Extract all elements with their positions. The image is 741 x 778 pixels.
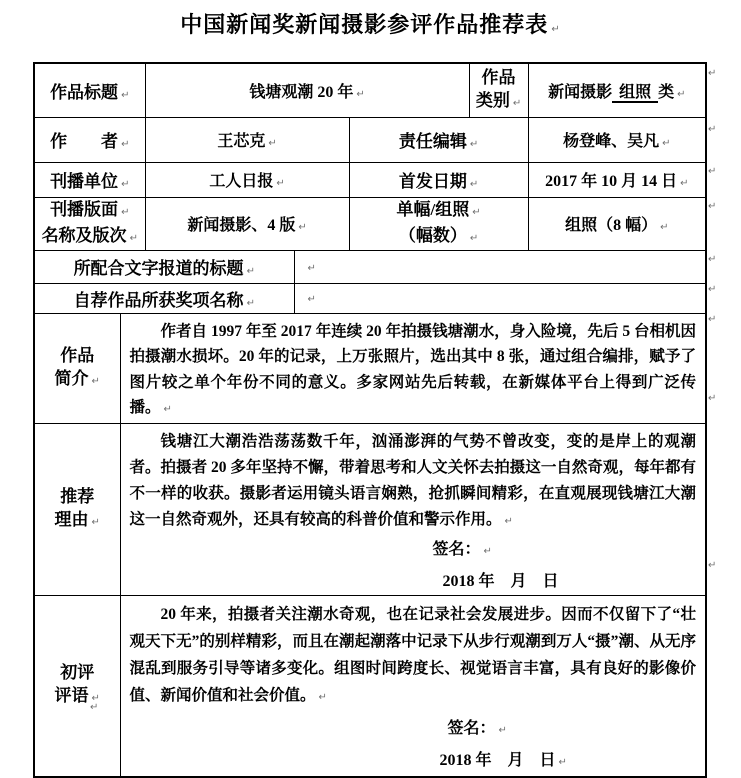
work-title-label-cell [34, 63, 145, 117]
review-label-line2: 评语 [54, 686, 89, 705]
review-date-line [440, 748, 697, 776]
paragraph-mark: ↵ [121, 139, 130, 150]
page-name-value-cell [145, 197, 349, 250]
paragraph-mark: ↵ [708, 166, 717, 177]
paragraph-mark: ↵ [246, 266, 255, 277]
paragraph-mark: ↵ [307, 262, 316, 274]
paragraph-mark: ↵ [708, 68, 717, 79]
paragraph-mark: ↵ [121, 206, 130, 218]
review-signature-line [448, 716, 697, 744]
page-name-label-line1: 刊播版面 [50, 199, 119, 219]
review-text-cell [120, 595, 706, 777]
format-value: 组照（8 幅） [565, 217, 658, 234]
intro-label-cell [34, 313, 120, 423]
editor-value: 杨登峰、吴凡 [563, 133, 660, 150]
paragraph-mark: ↵ [708, 124, 717, 135]
first-pub-date-value: 2017 年 10 月 14 日 [545, 173, 678, 190]
author-value-cell [145, 117, 349, 162]
category-label-line2: 类别 [475, 90, 510, 110]
page-name-label-line2: 名称及版次 [41, 225, 127, 245]
page-title [0, 8, 741, 39]
page-name-label-cell [34, 197, 145, 250]
editor-label-cell [349, 117, 528, 162]
paragraph-mark: ↵ [91, 375, 100, 387]
format-label-line2: （幅数） [398, 225, 467, 245]
paragraph-mark: ↵ [268, 138, 277, 149]
recommend-signature-line [433, 537, 697, 565]
paragraph-mark: ↵ [680, 178, 689, 189]
work-title-value-cell [145, 63, 469, 117]
paragraph-mark: ↵ [298, 222, 307, 233]
paragraph-mark: ↵ [472, 206, 481, 218]
paragraph-mark: ↵ [469, 232, 479, 244]
recommend-label-line1: 推荐 [60, 486, 95, 506]
intro-label-line1: 作品 [60, 345, 95, 365]
author-value: 王芯克 [217, 133, 266, 150]
paragraph-mark: ↵ [708, 201, 717, 212]
recommend-date: 2018 年 月 日 [442, 572, 559, 590]
recommend-label-cell [34, 423, 120, 595]
first-pub-date-label: 首发日期 [398, 172, 467, 191]
recommend-date-line [443, 569, 697, 595]
category-prefix: 新闻摄影 [548, 83, 613, 101]
format-label-cell [349, 197, 528, 250]
category-value-cell [528, 63, 706, 117]
work-title-value: 钱塘观潮 20 年 [249, 83, 354, 101]
author-label-cell [34, 117, 145, 162]
paragraph-mark: ↵ [660, 222, 669, 233]
first-pub-date-value-cell [528, 162, 706, 197]
recommendation-form-table [33, 62, 707, 778]
paragraph-mark: ↵ [163, 404, 172, 415]
review-signature-label: 签名： [447, 719, 496, 737]
paragraph-mark: ↵ [708, 560, 717, 571]
editor-value-cell [528, 117, 706, 162]
category-underlined-value [612, 84, 658, 103]
page-name-value: 新闻摄影、4 版 [187, 217, 296, 234]
recommend-text-cell [120, 423, 706, 595]
publisher-label-cell [34, 162, 145, 197]
category-suffix: 类 [658, 83, 675, 101]
paragraph-mark: ↵ [469, 139, 479, 150]
publisher-value: 工人日报 [209, 173, 274, 190]
review-label-line1: 初评 [60, 663, 95, 682]
work-title-label: 作品标题 [50, 82, 119, 102]
paragraph-mark: ↵ [121, 179, 130, 190]
recommend-signature-label: 签名： [432, 540, 481, 558]
format-value-cell [528, 197, 706, 250]
text-report-label-cell [34, 250, 294, 283]
paragraph-mark: ↵ [512, 97, 522, 109]
intro-text: 作者自 1997 年至 2017 年连续 20 年拍摄钱塘潮水，身入险境，先后 5 台相机因拍摄潮水损坏。20 年的记录，上万张照片，选出其中 8 张，通过组合编排，赋予了图片较之单个年份不同的意义。多家网站先后转载，在新媒体平台上得到广泛传播。 [129, 322, 697, 416]
intro-text-cell [120, 313, 706, 423]
category-label-line1: 作品 [481, 67, 516, 87]
award-label-cell [34, 283, 294, 313]
recommend-text: 钱塘江大潮浩浩荡荡数千年，汹涌澎湃的气势不曾改变，变的是岸上的观潮者。拍摄者 20 多年坚持不懈，带着思考和人文关怀去拍摄这一自然奇观，每年都有不一样的收获。摄影者运用镜头语言娴熟，抢抓瞬间精彩，在直观展现钱塘江大潮这一自然奇观外，还具有较高的科普价值和警示作用。 [129, 432, 697, 528]
editor-label: 责任编辑 [398, 132, 467, 151]
paragraph-mark: ↵ [504, 515, 513, 527]
paragraph-mark: ↵ [91, 693, 100, 704]
award-label: 自荐作品所获奖项名称 [73, 290, 244, 310]
paragraph-mark: ↵ [551, 24, 561, 35]
publisher-label: 刊播单位 [50, 172, 119, 191]
category-underlined-text: 组照 [619, 83, 652, 101]
paragraph-mark: ↵ [677, 88, 686, 100]
award-value-cell [294, 283, 706, 313]
paragraph-mark: ↵ [246, 297, 255, 309]
paragraph-mark: ↵ [708, 314, 717, 325]
paragraph-mark: ↵ [91, 516, 100, 528]
paragraph-mark: ↵ [121, 89, 130, 101]
review-label-cell [34, 595, 120, 777]
paragraph-mark: ↵ [469, 179, 479, 190]
paragraph-mark: ↵ [662, 138, 671, 149]
first-pub-date-label-cell [349, 162, 528, 197]
paragraph-mark: ↵ [708, 284, 717, 295]
text-report-value-cell [294, 250, 706, 283]
paragraph-mark: ↵ [483, 545, 492, 557]
paragraph-mark: ↵ [307, 294, 316, 305]
review-text: 20 年来，拍摄者关注潮水奇观，也在记录社会发展进步。因而不仅留下了“壮观天下无”的别样精彩，而且在潮起潮落中记录下从步行观潮到万人“摄”潮、从无序混乱到服务引导等诸多变化。组图时间跨度长、视觉语言丰富，具有良好的影像价值、新闻价值和社会价值。 [129, 605, 697, 704]
paragraph-mark: ↵ [318, 691, 327, 703]
category-label-cell [469, 63, 528, 117]
format-label-line1: 单幅/组照 [396, 199, 470, 219]
paragraph-mark: ↵ [90, 702, 99, 713]
paragraph-mark: ↵ [708, 254, 717, 265]
recommend-label-line2: 理由 [54, 509, 89, 529]
review-date: 2018 年 月 日 [439, 751, 556, 769]
paragraph-mark: ↵ [356, 88, 365, 100]
author-label: 作 者 [50, 132, 119, 151]
paragraph-mark: ↵ [498, 724, 507, 736]
paragraph-mark: ↵ [129, 232, 138, 244]
intro-label-line2: 简介 [54, 368, 89, 388]
paragraph-mark: ↵ [276, 178, 285, 189]
paragraph-mark: ↵ [558, 756, 567, 768]
text-report-label: 所配合文字报道的标题 [73, 259, 244, 278]
paragraph-mark: ↵ [708, 393, 717, 404]
publisher-value-cell [145, 162, 349, 197]
page-title-text: 中国新闻奖新闻摄影参评作品推荐表 [180, 12, 549, 37]
